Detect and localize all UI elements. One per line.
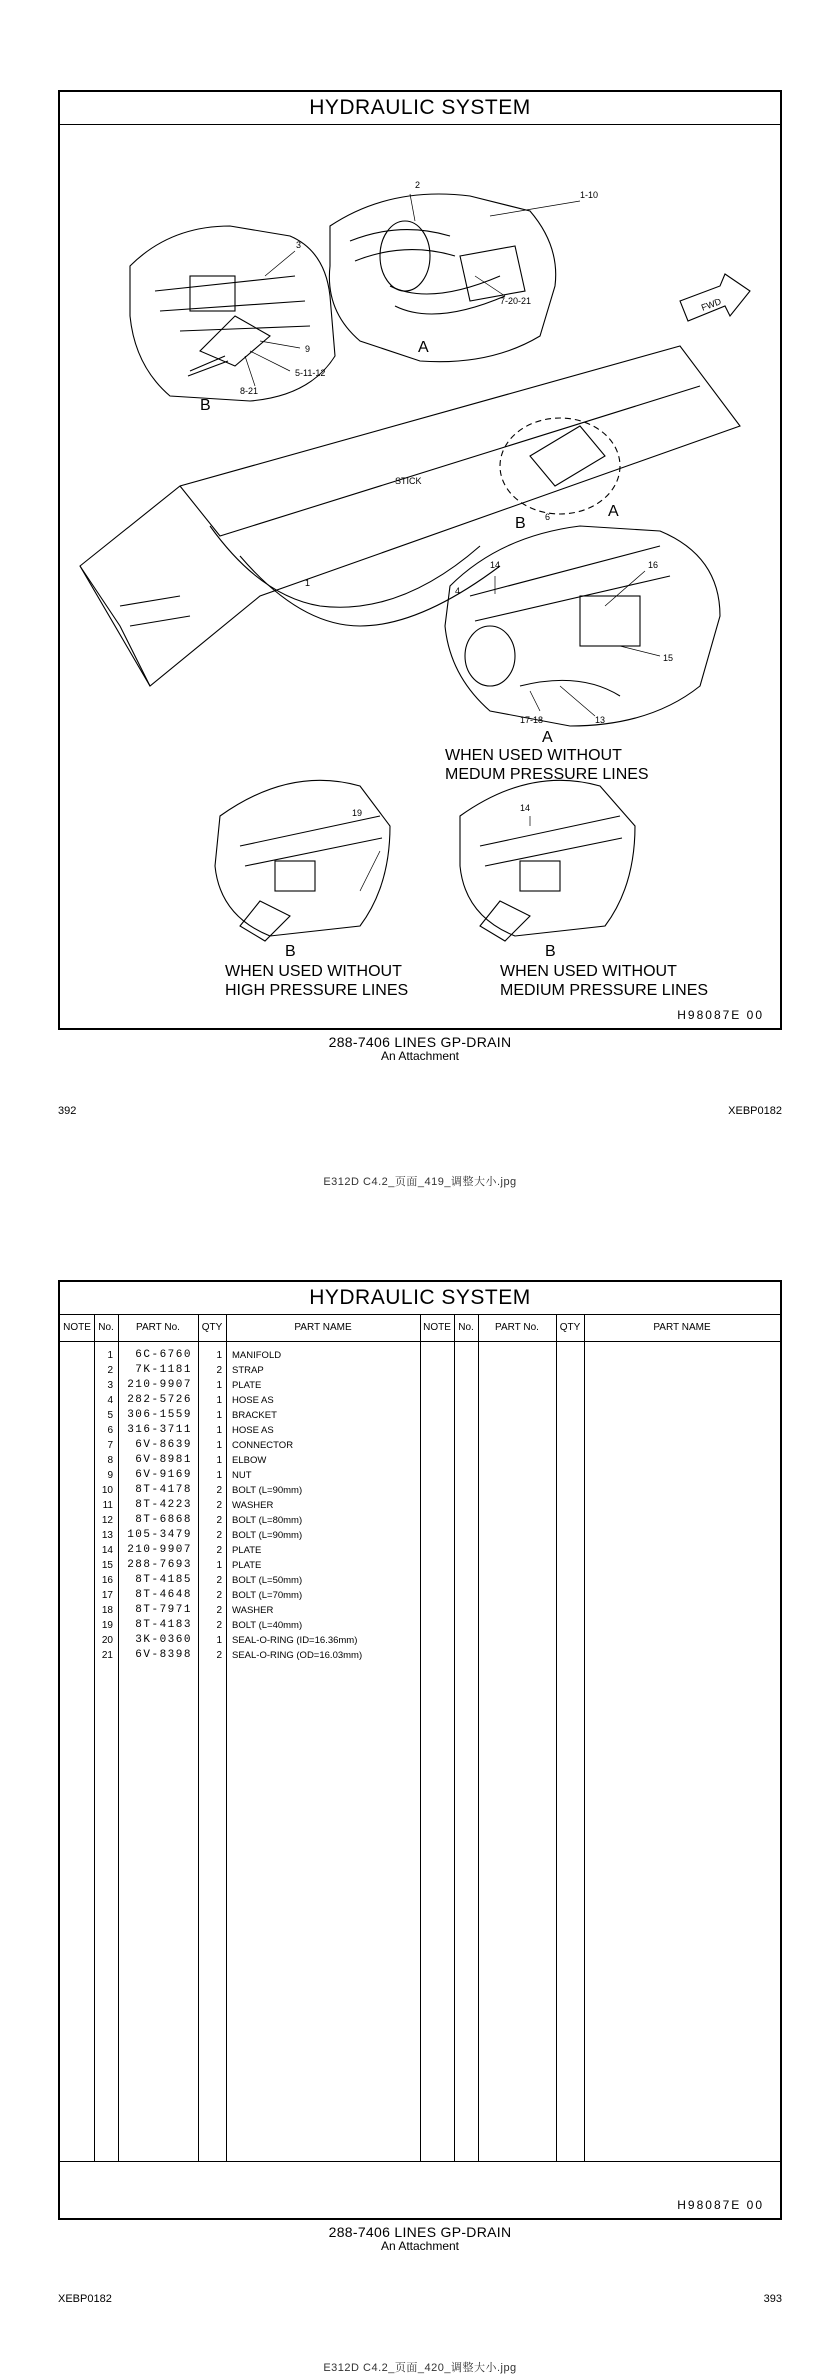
manual-code: XEBP0182 xyxy=(58,2293,112,2305)
fwd-label: FWD xyxy=(699,296,723,313)
table-row xyxy=(60,1363,420,1378)
part-number: 288-7693 xyxy=(127,1559,192,1571)
assembly-subcaption: An Attachment xyxy=(380,2239,460,2253)
part-number: 306-1559 xyxy=(127,1409,192,1421)
note-b2-line1: WHEN USED WITHOUT xyxy=(500,963,677,980)
part-index: 6 xyxy=(107,1425,113,1436)
col-header-part-no-2: PART No. xyxy=(495,1322,539,1333)
part-number: 316-3711 xyxy=(127,1424,192,1436)
part-number: 210-9907 xyxy=(127,1544,192,1556)
callout-16: 16 xyxy=(648,560,659,570)
table-row xyxy=(60,1423,420,1438)
part-qty: 2 xyxy=(216,1515,222,1526)
part-qty: 2 xyxy=(216,1575,222,1586)
part-number: 8T-4183 xyxy=(135,1619,192,1631)
part-number: 8T-4223 xyxy=(135,1499,192,1511)
part-number: 3K-0360 xyxy=(135,1634,192,1646)
view-label-b-top: B xyxy=(200,397,211,414)
part-index: 10 xyxy=(101,1485,113,1496)
part-number: 6C-6760 xyxy=(135,1349,192,1361)
table-row xyxy=(60,1408,420,1423)
part-number: 8T-4185 xyxy=(135,1574,192,1586)
part-qty: 1 xyxy=(216,1470,222,1481)
note-b1-line2: HIGH PRESSURE LINES xyxy=(225,982,409,999)
part-qty: 1 xyxy=(216,1425,222,1436)
table-row xyxy=(60,1558,420,1573)
part-number: 6V-8639 xyxy=(135,1439,192,1451)
callout-7-20-21: 7-20-21 xyxy=(500,296,532,306)
part-index: 20 xyxy=(101,1635,113,1646)
note-b2-line2: MEDIUM PRESSURE LINES xyxy=(500,982,709,999)
part-index: 21 xyxy=(101,1650,113,1661)
part-index: 8 xyxy=(107,1455,113,1466)
part-name: BOLT (L=90mm) xyxy=(232,1485,303,1496)
part-index: 14 xyxy=(101,1545,113,1556)
part-name: PLATE xyxy=(232,1560,262,1571)
part-qty: 1 xyxy=(216,1560,222,1571)
part-qty: 1 xyxy=(216,1455,222,1466)
view-label-b-left: B xyxy=(285,943,296,960)
view-label-a-top: A xyxy=(418,339,429,356)
file-name: E312D C4.2_页面_419_调整大小.jpg xyxy=(323,1176,517,1188)
col-header-qty-2: QTY xyxy=(559,1322,581,1333)
file-name: E312D C4.2_页面_420_调整大小.jpg xyxy=(323,2362,517,2374)
table-row xyxy=(60,1633,420,1648)
part-index: 9 xyxy=(107,1470,113,1481)
view-label-b-right: B xyxy=(545,943,556,960)
col-header-part-name: PART NAME xyxy=(294,1322,352,1333)
callout-14b: 14 xyxy=(520,803,531,813)
col-header-note: NOTE xyxy=(63,1322,91,1333)
part-number: 6V-8398 xyxy=(135,1649,192,1661)
table-row xyxy=(60,1528,420,1543)
part-name: BOLT (L=80mm) xyxy=(232,1515,303,1526)
part-name: MANIFOLD xyxy=(232,1350,282,1361)
col-header-part-no: PART No. xyxy=(136,1322,180,1333)
part-index: 1 xyxy=(107,1350,113,1361)
part-number: 6V-8981 xyxy=(135,1454,192,1466)
table-row xyxy=(60,1348,420,1363)
part-name: BOLT (L=70mm) xyxy=(232,1590,303,1601)
note-b1-line1: WHEN USED WITHOUT xyxy=(225,963,402,980)
part-qty: 1 xyxy=(216,1410,222,1421)
page-title: HYDRAULIC SYSTEM xyxy=(60,92,780,125)
col-header-no-2: No. xyxy=(458,1322,474,1333)
callout-5-11-12: 5-11-12 xyxy=(295,368,326,378)
callout-15: 15 xyxy=(663,653,674,663)
part-index: 12 xyxy=(101,1515,113,1526)
part-index: 16 xyxy=(101,1575,113,1586)
table-row xyxy=(60,1603,420,1618)
assembly-caption: 288-7406 LINES GP-DRAIN xyxy=(328,2224,512,2240)
part-qty: 2 xyxy=(216,1485,222,1496)
part-name: WASHER xyxy=(232,1500,274,1511)
callout-3: 3 xyxy=(296,240,302,250)
part-qty: 1 xyxy=(216,1380,222,1391)
page-number: 393 xyxy=(763,2293,782,2305)
part-qty: 2 xyxy=(216,1500,222,1511)
part-name: CONNECTOR xyxy=(232,1440,294,1451)
col-header-note-2: NOTE xyxy=(423,1322,451,1333)
col-header-no: No. xyxy=(98,1322,114,1333)
part-index: 7 xyxy=(107,1440,113,1451)
part-index: 5 xyxy=(107,1410,113,1421)
part-index: 17 xyxy=(101,1590,113,1601)
part-qty: 2 xyxy=(216,1545,222,1556)
callout-14a: 14 xyxy=(490,560,501,570)
part-name: BOLT (L=40mm) xyxy=(232,1620,303,1631)
table-row xyxy=(60,1513,420,1528)
part-number: 105-3479 xyxy=(127,1529,192,1541)
part-name: STRAP xyxy=(232,1365,264,1376)
part-name: PLATE xyxy=(232,1380,262,1391)
table-row xyxy=(60,1378,420,1393)
table-row xyxy=(60,1618,420,1633)
callout-6: 6 xyxy=(545,512,551,522)
table-row xyxy=(60,1573,420,1588)
part-number: 210-9907 xyxy=(127,1379,192,1391)
callout-13: 13 xyxy=(595,715,606,725)
exploded-view-drawing xyxy=(60,126,780,1026)
part-index: 2 xyxy=(107,1365,113,1376)
part-name: BRACKET xyxy=(232,1410,277,1421)
part-name: HOSE AS xyxy=(232,1395,274,1406)
table-row xyxy=(60,1453,420,1468)
callout-1: 1 xyxy=(305,578,311,588)
drawing-code: H98087E 00 xyxy=(677,1008,764,1022)
part-qty: 2 xyxy=(216,1590,222,1601)
part-name: NUT xyxy=(232,1470,252,1481)
part-name: PLATE xyxy=(232,1545,262,1556)
col-header-part-name-2: PART NAME xyxy=(653,1322,711,1333)
part-number: 6V-9169 xyxy=(135,1469,192,1481)
part-name: WASHER xyxy=(232,1605,274,1616)
part-index: 11 xyxy=(102,1500,113,1511)
parts-table xyxy=(60,1314,780,2162)
callout-17-18: 17-18 xyxy=(520,715,544,725)
part-qty: 1 xyxy=(216,1350,222,1361)
table-row xyxy=(60,1648,420,1663)
callout-8-21: 8-21 xyxy=(240,386,259,396)
part-number: 7K-1181 xyxy=(135,1364,192,1376)
part-name: BOLT (L=90mm) xyxy=(232,1530,303,1541)
part-index: 4 xyxy=(107,1395,113,1406)
table-row xyxy=(60,1483,420,1498)
assembly-caption: 288-7406 LINES GP-DRAIN xyxy=(328,1034,512,1050)
part-name: SEAL-O-RING (OD=16.03mm) xyxy=(232,1650,363,1661)
part-name: HOSE AS xyxy=(232,1425,274,1436)
view-label-a-mid: A xyxy=(542,729,553,746)
part-qty: 2 xyxy=(216,1650,222,1661)
part-qty: 2 xyxy=(216,1530,222,1541)
part-number: 8T-4648 xyxy=(135,1589,192,1601)
table-row xyxy=(60,1393,420,1408)
callout-4: 4 xyxy=(455,586,461,596)
parts-list-frame xyxy=(58,1280,782,2220)
callout-19: 19 xyxy=(352,808,363,818)
part-index: 18 xyxy=(101,1605,113,1616)
part-index: 3 xyxy=(107,1380,113,1391)
part-index: 19 xyxy=(101,1620,113,1631)
table-row xyxy=(60,1438,420,1453)
part-name: ELBOW xyxy=(232,1455,267,1466)
part-qty: 2 xyxy=(216,1605,222,1616)
callout-9: 9 xyxy=(305,344,311,354)
note-a-line1: WHEN USED WITHOUT xyxy=(445,747,622,764)
part-qty: 2 xyxy=(216,1365,222,1376)
callout-1-10: 1-10 xyxy=(580,190,599,200)
part-index: 13 xyxy=(101,1530,113,1541)
part-number: 8T-4178 xyxy=(135,1484,192,1496)
table-row xyxy=(60,1588,420,1603)
drawing-code: H98087E 00 xyxy=(677,2198,764,2212)
catalog-page-393 xyxy=(0,1190,840,2378)
part-name: SEAL-O-RING (ID=16.36mm) xyxy=(232,1635,358,1646)
table-row xyxy=(60,1498,420,1513)
view-pointer-b: B xyxy=(515,515,526,532)
part-qty: 1 xyxy=(216,1440,222,1451)
part-qty: 1 xyxy=(216,1395,222,1406)
manual-code: XEBP0182 xyxy=(728,1105,782,1117)
table-row xyxy=(60,1543,420,1558)
part-name: BOLT (L=50mm) xyxy=(232,1575,303,1586)
part-number: 282-5726 xyxy=(127,1394,192,1406)
part-index: 15 xyxy=(101,1560,113,1571)
drawing-frame xyxy=(58,90,782,1030)
page-title: HYDRAULIC SYSTEM xyxy=(60,1282,780,1315)
stick-label: STICK xyxy=(395,476,422,486)
assembly-subcaption: An Attachment xyxy=(380,1049,460,1063)
view-pointer-a: A xyxy=(608,503,619,520)
part-number: 8T-7971 xyxy=(135,1604,192,1616)
part-number: 8T-6868 xyxy=(135,1514,192,1526)
page-number: 392 xyxy=(58,1105,77,1117)
note-a-line2: MEDUM PRESSURE LINES xyxy=(445,766,649,783)
part-qty: 2 xyxy=(216,1620,222,1631)
callout-2: 2 xyxy=(415,180,421,190)
col-header-qty: QTY xyxy=(201,1322,223,1333)
table-row xyxy=(60,1468,420,1483)
part-qty: 1 xyxy=(216,1635,222,1646)
